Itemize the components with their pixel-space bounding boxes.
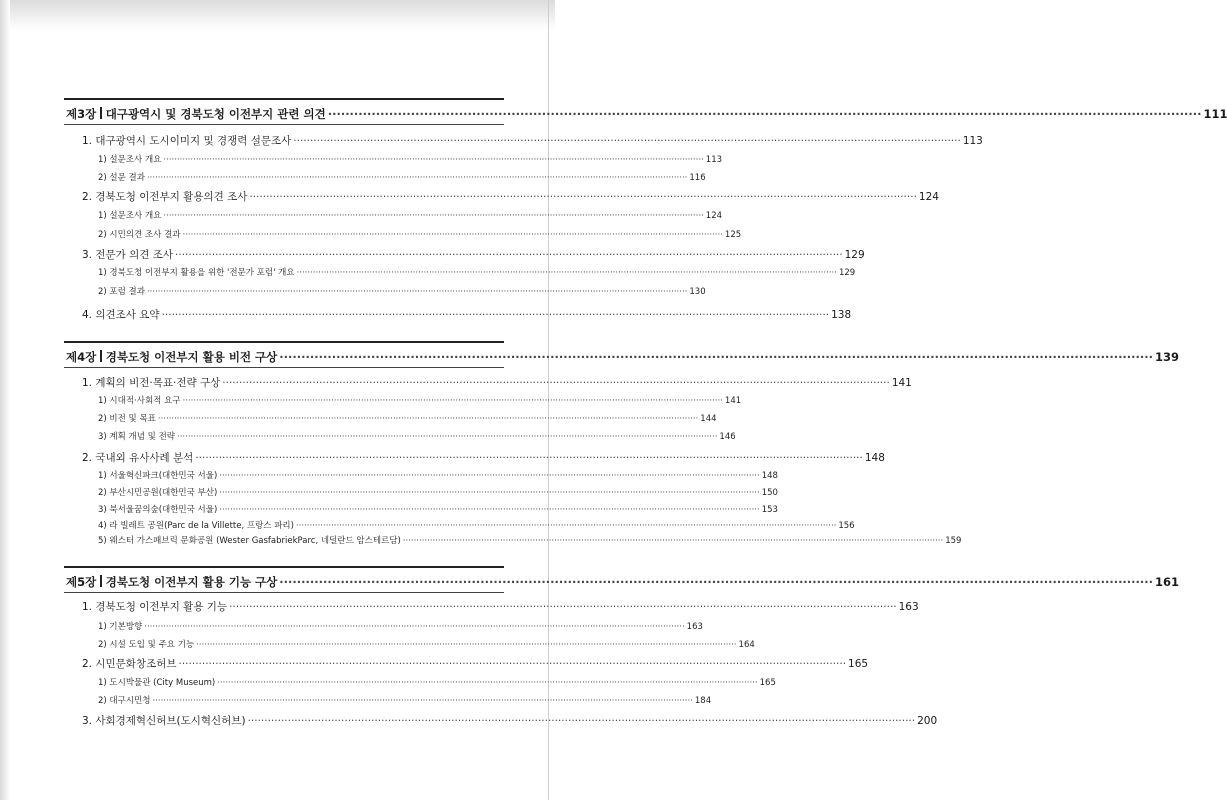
toc-subsection[interactable] <box>0 209 723 221</box>
toc-subsection-label: 1) 시대적·사회적 요구 <box>98 396 181 406</box>
toc-subsection[interactable] <box>0 534 962 546</box>
dot-leader: ········································································································································································································ <box>163 155 704 165</box>
toc-subsection[interactable] <box>0 694 712 706</box>
toc-subsection-page: 164 <box>738 640 755 650</box>
chapter-title: 대구광역시 및 경북도청 이전부지 관련 의견 <box>105 107 326 121</box>
toc-subsection[interactable] <box>0 171 706 183</box>
dot-leader: ········································································································································································································ <box>195 452 863 464</box>
toc-subsection-label: 3) 북서울꿈의숲(대한민국 서울) <box>98 505 218 515</box>
toc-subsection-label: 2) 포럼 결과 <box>98 287 145 297</box>
toc-section[interactable] <box>0 656 869 671</box>
chapter-heading-label <box>66 349 277 365</box>
chapter-number: 제5장 <box>66 575 97 589</box>
toc-subsection[interactable] <box>0 153 723 165</box>
toc-subsection-page: 159 <box>945 536 962 546</box>
toc-section-page: 129 <box>844 249 865 261</box>
dot-leader: ········································································································································································································ <box>146 287 688 297</box>
chapter-divider <box>100 107 102 119</box>
toc-section-label: 1. 대구광역시 도시이미지 및 경쟁력 설문조사 <box>82 135 292 147</box>
toc-subsection-label: 3) 계획 개념 및 전략 <box>98 432 176 442</box>
toc-subsection-page: 141 <box>724 396 742 406</box>
toc-subsection[interactable] <box>0 469 778 481</box>
dot-leader: ········································································································································································································ <box>279 575 1154 589</box>
toc-subsection-page: 129 <box>838 268 856 278</box>
chapter-title: 경북도청 이전부지 활용 비전 구상 <box>105 350 278 364</box>
chapter-number: 제4장 <box>66 350 97 364</box>
chapter-title: 경북도청 이전부지 활용 기능 구상 <box>105 575 278 589</box>
toc-subsection-label: 1) 기본방향 <box>98 622 143 632</box>
toc-subsection[interactable] <box>0 676 776 688</box>
toc-subsection-page: 116 <box>689 173 706 183</box>
toc-section-label: 2. 경북도청 이전부지 활용의견 조사 <box>82 191 248 203</box>
chapter-heading-page: 111 <box>1203 107 1227 121</box>
dot-leader: ········································································································································································································ <box>295 521 837 531</box>
toc-section-label: 4. 의견조사 요약 <box>82 309 160 321</box>
chapter-heading-page: 161 <box>1155 575 1180 589</box>
toc-subsection-label: 2) 시민의견 조사 결과 <box>98 230 181 240</box>
dot-leader: ········································································································································································································ <box>219 471 760 481</box>
toc-section[interactable] <box>0 189 939 204</box>
page-shadow-top <box>0 0 555 30</box>
toc-subsection[interactable] <box>0 503 778 515</box>
dot-leader: ········································································································································································································ <box>217 678 758 688</box>
dot-leader: ········································································································································································································ <box>175 249 843 261</box>
chapter-heading-label <box>66 574 277 590</box>
dot-leader: ········································································································································································································ <box>219 488 760 498</box>
dot-leader: ········································································································································································································ <box>293 135 961 147</box>
dot-leader: ········································································································································································································ <box>163 211 704 221</box>
toc-section-page: 165 <box>848 658 869 670</box>
dot-leader: ········································································································································································································ <box>247 715 916 727</box>
toc-section-page: 141 <box>891 377 912 389</box>
toc-subsection[interactable] <box>0 228 742 240</box>
dot-leader: ········································································································································································································ <box>178 658 847 670</box>
chapter-heading[interactable] <box>0 574 1180 590</box>
dot-leader: ········································································································································································································ <box>157 414 699 424</box>
toc-subsection-label: 2) 설문 결과 <box>98 173 145 183</box>
toc-section[interactable] <box>0 307 852 322</box>
toc-subsection-label: 1) 설문조사 개요 <box>98 155 162 165</box>
toc-section-page: 163 <box>898 601 919 613</box>
dot-leader: ········································································································································································································ <box>296 268 837 278</box>
chapter-heading-label <box>66 106 326 122</box>
toc-subsection[interactable] <box>0 285 706 297</box>
dot-leader: ········································································································································································································ <box>152 696 693 706</box>
toc-section[interactable] <box>0 133 983 148</box>
toc-section[interactable] <box>0 713 938 728</box>
dot-leader: ········································································································································································································ <box>161 309 830 321</box>
toc-subsection[interactable] <box>0 394 742 406</box>
dot-leader: ········································································································································································································ <box>144 622 685 632</box>
toc-subsection-label: 2) 시설 도입 및 주요 기능 <box>98 640 195 650</box>
toc-subsection-page: 124 <box>705 211 723 221</box>
toc-section[interactable] <box>0 375 912 390</box>
chapter-heading-page: 139 <box>1155 350 1180 364</box>
dot-leader: ········································································································································································································ <box>219 505 760 515</box>
toc-subsection-page: 163 <box>686 622 703 632</box>
toc-subsection-page: 165 <box>759 678 776 688</box>
toc-subsection-label: 1) 설문조사 개요 <box>98 211 162 221</box>
toc-subsection-label: 2) 비전 및 목표 <box>98 414 156 424</box>
toc-section-page: 200 <box>917 715 938 727</box>
chapter-rule-top <box>64 98 504 100</box>
dot-leader: ········································································································································································································ <box>327 107 1202 121</box>
toc-subsection-page: 125 <box>724 230 742 240</box>
toc-section-label: 3. 사회경제혁신허브(도시혁신허브) <box>82 715 246 727</box>
toc-section[interactable] <box>0 247 865 262</box>
toc-subsection-page: 148 <box>761 471 778 481</box>
toc-subsection[interactable] <box>0 519 855 531</box>
toc-subsection[interactable] <box>0 486 778 498</box>
dot-leader: ········································································································································································································ <box>177 432 718 442</box>
dot-leader: ········································································································································································································ <box>229 601 897 613</box>
toc-subsection-label: 1) 서울혁신파크(대한민국 서울) <box>98 471 218 481</box>
toc-subsection-label: 4) 라 빌레트 공원(Parc de la Villette, 프랑스 파리) <box>98 521 294 531</box>
toc-subsection-page: 113 <box>705 155 723 165</box>
dot-leader: ········································································································································································································ <box>222 377 890 389</box>
toc-subsection-page: 146 <box>719 432 736 442</box>
toc-section[interactable] <box>0 599 919 614</box>
chapter-heading[interactable] <box>0 349 1180 365</box>
dot-leader: ········································································································································································································ <box>402 536 944 546</box>
dot-leader: ········································································································································································································ <box>249 191 917 203</box>
dot-leader: ········································································································································································································ <box>279 350 1154 364</box>
toc-section-page: 138 <box>831 309 852 321</box>
chapter-rule-bottom <box>64 367 504 368</box>
toc-subsection-label: 1) 도시박물관 (City Museum) <box>98 678 216 688</box>
toc-subsection[interactable] <box>0 638 755 650</box>
dot-leader: ········································································································································································································ <box>196 640 737 650</box>
chapter-divider <box>100 350 102 362</box>
dot-leader: ········································································································································································································ <box>182 396 723 406</box>
toc-subsection-page: 130 <box>689 287 706 297</box>
toc-subsection-label: 5) 웨스터 가스패브릭 문화공원 (Wester GasfabriekParc, 네덜란드 암스테르담) <box>98 536 401 546</box>
toc-subsection-label: 2) 대구시민청 <box>98 696 151 706</box>
toc-subsection-page: 150 <box>761 488 778 498</box>
toc-subsection[interactable] <box>0 620 703 632</box>
toc-section-label: 2. 국내외 유사사례 분석 <box>82 452 194 464</box>
toc-subsection[interactable] <box>0 430 736 442</box>
chapter-rule-top <box>64 566 504 568</box>
toc-section[interactable] <box>0 450 885 465</box>
chapter-heading[interactable] <box>0 106 1227 122</box>
toc-subsection[interactable] <box>0 266 856 278</box>
toc-subsection-label: 1) 경북도청 이전부지 활용을 위한 '전문가 포럼' 개요 <box>98 268 295 278</box>
toc-subsection-label: 2) 부산시민공원(대한민국 부산) <box>98 488 218 498</box>
chapter-rule-bottom <box>64 124 504 125</box>
toc-subsection[interactable] <box>0 412 717 424</box>
chapter-rule-bottom <box>64 592 504 593</box>
chapter-divider <box>100 575 102 587</box>
chapter-number: 제3장 <box>66 107 97 121</box>
toc-subsection-page: 153 <box>761 505 778 515</box>
chapter-rule-top <box>64 341 504 343</box>
toc-section-page: 113 <box>962 135 983 147</box>
toc-section-label: 2. 시민문화창조허브 <box>82 658 177 670</box>
toc-subsection-page: 156 <box>838 521 855 531</box>
toc-section-label: 1. 계획의 비전·목표·전략 구상 <box>82 377 221 389</box>
dot-leader: ········································································································································································································ <box>146 173 688 183</box>
toc-section-label: 1. 경북도청 이전부지 활용 기능 <box>82 601 228 613</box>
toc-section-page: 148 <box>864 452 885 464</box>
toc-section-page: 124 <box>918 191 939 203</box>
toc-section-label: 3. 전문가 의견 조사 <box>82 249 174 261</box>
dot-leader: ········································································································································································································ <box>182 230 723 240</box>
toc-subsection-page: 144 <box>700 414 717 424</box>
toc-subsection-page: 184 <box>694 696 712 706</box>
